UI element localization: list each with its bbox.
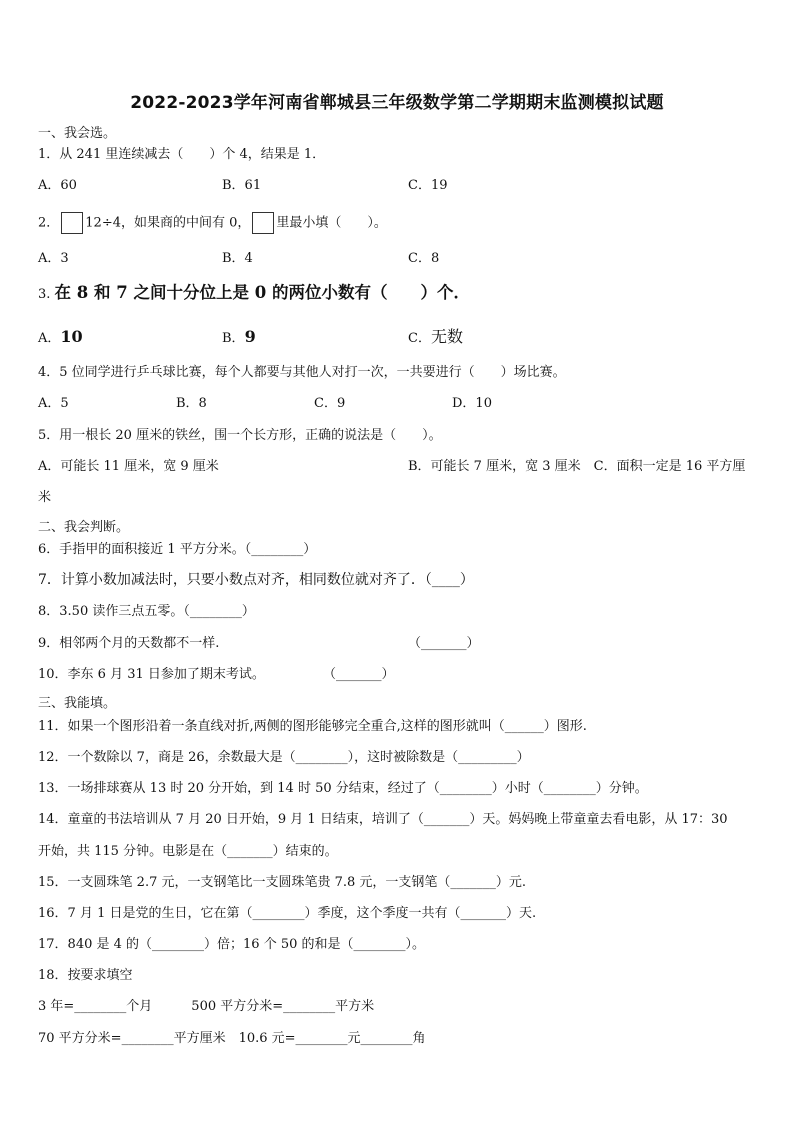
question-14-line-1: 14．童童的书法培训从 7 月 20 日开始，9 月 1 日结束，培训了（_______）天。妈妈晚上带童童去看电影，从 17：30 (38, 812, 728, 827)
question-18-line-1: 3 年=________个月 500 平方分米=________平方米 (38, 999, 375, 1014)
question-8: 8．3.50 读作三点五零。（________） (38, 604, 255, 619)
q5-option-wrap: 米 (38, 490, 52, 505)
q3-option-c (408, 329, 463, 347)
section-heading-choose: 一、我会选。 (38, 126, 117, 141)
question-4: 4．5 位同学进行乒乓球比赛，每个人都要与其他人对打一次，一共要进行（ ）场比赛。 (38, 365, 566, 380)
q3-option-b (222, 329, 256, 347)
q3-number: 3. (38, 287, 51, 302)
q3-option-c-value: 无数 (430, 327, 463, 346)
section-heading-fill: 三、我能填。 (38, 696, 117, 711)
question-12: 12．一个数除以 7，商是 26，余数最大是（________），这时被除数是（_________） (38, 750, 530, 765)
question-9: 9．相邻两个月的天数都不一样. (38, 636, 220, 651)
question-1: 1．从 241 里连续减去（ ）个 4，结果是 1． (38, 147, 326, 162)
question-13: 13．一场排球赛从 13 时 20 分开始，到 14 时 50 分结束，经过了（________）小时（________）分钟。 (38, 781, 648, 796)
q4-option-d: D．10 (452, 396, 492, 411)
q5-option-b-c: B．可能长 7 厘米，宽 3 厘米 C．面积一定是 16 平方厘 (408, 459, 746, 474)
q3-text: 在 8 和 7 之间十分位上是 0 的两位小数有（ ）个． (54, 283, 470, 302)
q3-option-a-label: A． (38, 331, 61, 346)
question-5: 5．用一根长 20 厘米的铁丝，围一个长方形，正确的说法是（ ）。 (38, 428, 442, 443)
question-11: 11．如果一个图形沿着一条直线对折,两侧的图形能够完全重合,这样的图形就叫（______）图形. (38, 719, 587, 734)
q3-option-a-value: 10 (60, 327, 83, 346)
q4-option-a: A．5 (38, 396, 69, 411)
q3-option-a (38, 329, 83, 347)
q1-option-a: A．60 (38, 178, 77, 193)
question-16: 16．7 月 1 日是党的生日，它在第（________）季度，这个季度一共有（_______）天. (38, 906, 537, 921)
q5-option-a: A．可能长 11 厘米，宽 9 厘米 (38, 459, 219, 474)
q2-blank-box-2 (252, 212, 274, 234)
question-14-line-2: 开始，共 115 分钟。电影是在（_______）结束的。 (38, 844, 338, 859)
question-18-line-2: 70 平方分米=________平方厘米 10.6 元=________元________角 (38, 1031, 426, 1046)
q4-option-c: C．9 (314, 396, 346, 411)
q3-option-b-value: 9 (244, 327, 256, 346)
q2-number: 2． (38, 215, 60, 231)
question-3 (38, 285, 470, 303)
question-10: 10．李东 6 月 31 日参加了期末考试。 (38, 667, 265, 682)
q2-option-a: A．3 (38, 251, 69, 266)
q2-tail-text: 里最小填（ ）。 (276, 215, 387, 231)
question-18: 18．按要求填空 (38, 968, 133, 983)
section-heading-judge: 二、我会判断。 (38, 520, 130, 535)
q2-blank-box-1 (61, 212, 83, 234)
question-6: 6．手指甲的面积接近 1 平方分米。（________） (38, 542, 317, 557)
q1-option-c: C．19 (408, 178, 448, 193)
question-17: 17．840 是 4 的（________）倍；16 个 50 的和是（________）。 (38, 937, 426, 952)
q1-option-b: B．61 (222, 178, 262, 193)
q3-option-c-label: C． (408, 331, 431, 346)
q10-answer-blank: （_______） (323, 667, 395, 682)
q2-option-c: C．8 (408, 251, 440, 266)
q4-option-b: B．8 (176, 396, 207, 411)
q9-answer-blank: （_______） (408, 636, 480, 651)
question-7: 7．计算小数加减法时，只要小数点对齐，相同数位就对齐了．（____） (38, 572, 474, 588)
question-15: 15．一支圆珠笔 2.7 元，一支钢笔比一支圆珠笔贵 7.8 元，一支钢笔（_______）元. (38, 875, 527, 890)
q3-option-b-label: B． (222, 331, 245, 346)
q2-middle-text: 12÷4，如果商的中间有 0， (85, 215, 251, 231)
q2-option-b: B．4 (222, 251, 253, 266)
page-title: 2022-2023学年河南省郸城县三年级数学第二学期期末监测模拟试题 (130, 93, 664, 113)
question-2 (38, 212, 387, 234)
